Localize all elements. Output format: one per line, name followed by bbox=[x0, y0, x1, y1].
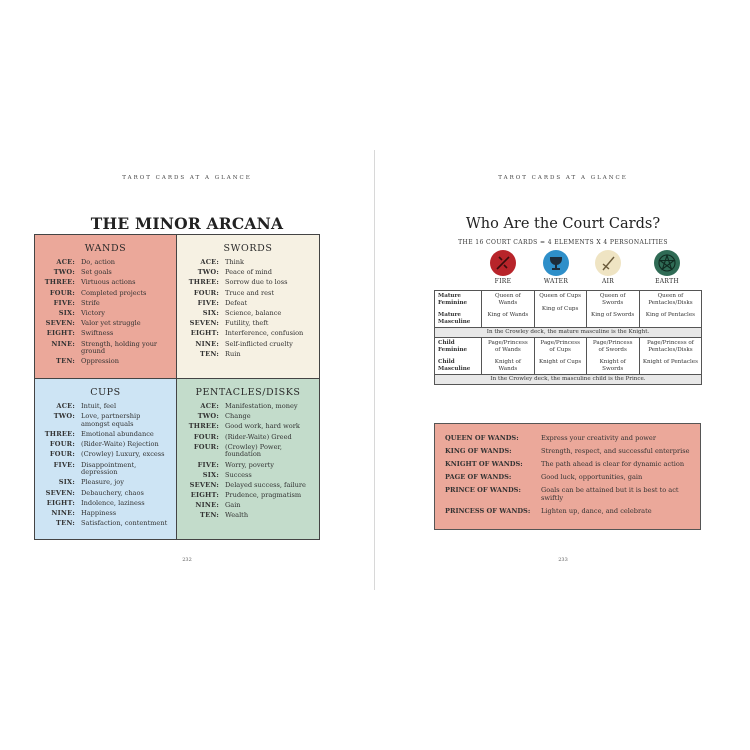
card-meaning: Love, partnership amongst equals bbox=[81, 412, 141, 428]
court-card-name: QUEEN OF WANDS: bbox=[445, 434, 519, 442]
element-label: WATER bbox=[543, 278, 569, 285]
court-card-meaning: Goals can be attained but it is best to act swiftly bbox=[541, 485, 679, 502]
suit-row bbox=[177, 512, 319, 520]
row-label: Mature Masculine bbox=[438, 312, 471, 325]
cups-quadrant bbox=[35, 379, 177, 539]
suit-row bbox=[35, 510, 176, 518]
table-row bbox=[435, 337, 702, 374]
suit-row bbox=[177, 330, 319, 338]
card-rank: SIX: bbox=[202, 470, 219, 479]
cell-text: Queen of Pentacles/Disks bbox=[648, 293, 693, 306]
suit-row bbox=[35, 431, 176, 439]
court-row bbox=[445, 474, 690, 482]
suit-row bbox=[177, 351, 319, 359]
card-meaning: Debauchery, chaos bbox=[81, 488, 144, 497]
suit-row bbox=[35, 290, 176, 298]
card-rank: SIX: bbox=[58, 478, 75, 487]
wands-court-box bbox=[434, 423, 701, 530]
suit-row bbox=[35, 462, 176, 477]
table-note: In the Crowley deck, the mature masculine is the Knight. bbox=[435, 328, 702, 338]
card-rank: NINE: bbox=[51, 339, 75, 348]
card-rank: FIVE: bbox=[53, 298, 75, 307]
card-meaning: Disappointment, depression bbox=[81, 460, 137, 477]
card-rank: TEN: bbox=[200, 511, 219, 520]
card-meaning: Wealth bbox=[225, 511, 249, 520]
fire-wand-icon bbox=[490, 250, 516, 276]
suit-row bbox=[177, 279, 319, 287]
suit-row bbox=[35, 269, 176, 277]
element-label: EARTH bbox=[655, 278, 679, 285]
card-rank: THREE: bbox=[44, 278, 75, 287]
cell-text: Queen of Swords bbox=[599, 293, 626, 306]
card-meaning: Delayed success, failure bbox=[225, 480, 306, 489]
court-row bbox=[445, 487, 690, 503]
suit-row bbox=[177, 403, 319, 411]
card-meaning: Good work, hard work bbox=[225, 422, 300, 431]
page-title: Who Are the Court Cards? bbox=[465, 216, 661, 232]
suit-row bbox=[177, 482, 319, 490]
card-rank: SIX: bbox=[202, 308, 219, 317]
card-rank: ACE: bbox=[200, 402, 219, 410]
card-meaning: Valor yet struggle bbox=[81, 319, 141, 328]
card-rank: TEN: bbox=[56, 357, 75, 366]
card-rank: SEVEN: bbox=[45, 488, 75, 497]
page-number: 232 bbox=[182, 557, 192, 563]
card-rank: SEVEN: bbox=[45, 319, 75, 328]
minor-arcana-grid bbox=[34, 234, 320, 540]
table-cell bbox=[586, 337, 639, 374]
card-meaning: Victory bbox=[81, 308, 105, 317]
card-meaning: Think bbox=[225, 258, 244, 266]
suit-rows bbox=[177, 259, 319, 361]
suit-rows bbox=[35, 259, 176, 368]
left-page bbox=[0, 0, 374, 750]
table-cell bbox=[534, 291, 586, 328]
suit-row bbox=[35, 279, 176, 287]
suit-row bbox=[177, 341, 319, 349]
card-rank: NINE: bbox=[51, 508, 75, 517]
court-card-meaning: Good luck, opportunities, gain bbox=[541, 472, 643, 481]
court-card-meaning: Lighten up, dance, and celebrate bbox=[541, 506, 652, 515]
card-meaning: Virtuous actions bbox=[81, 278, 136, 287]
card-rank: FOUR: bbox=[193, 442, 219, 451]
swords-quadrant bbox=[177, 235, 319, 379]
cell-text: King of Wands bbox=[487, 312, 529, 319]
card-meaning: Intuit, feel bbox=[81, 402, 117, 410]
card-rank: SEVEN: bbox=[189, 319, 219, 328]
row-header bbox=[435, 291, 482, 328]
suit-row bbox=[177, 502, 319, 510]
card-rank: TEN: bbox=[56, 519, 75, 528]
suit-row bbox=[35, 300, 176, 308]
card-meaning: Strength, holding your ground bbox=[81, 339, 158, 356]
court-cards-table bbox=[434, 290, 702, 385]
card-rank: FIVE: bbox=[197, 298, 219, 307]
running-head: TAROT CARDS AT A GLANCE bbox=[122, 175, 252, 181]
element-label: AIR bbox=[601, 278, 615, 285]
card-meaning: Swiftness bbox=[81, 329, 114, 338]
card-meaning: Pleasure, joy bbox=[81, 478, 124, 487]
suit-row bbox=[35, 500, 176, 508]
suit-row bbox=[35, 520, 176, 528]
suit-rows bbox=[177, 403, 319, 523]
card-rank: EIGHT: bbox=[190, 491, 219, 500]
court-card-meaning: Strength, respect, and successful enterprise bbox=[541, 446, 690, 455]
page-number: 233 bbox=[558, 557, 568, 563]
cell-text: Queen of Wands bbox=[495, 293, 521, 306]
card-rank: THREE: bbox=[44, 429, 75, 438]
suit-row bbox=[35, 330, 176, 338]
card-rank: EIGHT: bbox=[46, 498, 75, 507]
card-meaning: Prudence, pragmatism bbox=[225, 491, 302, 500]
card-meaning: Happiness bbox=[81, 508, 117, 517]
court-card-meaning: Express your creativity and power bbox=[541, 434, 656, 442]
suit-row bbox=[35, 403, 176, 411]
card-rank: THREE: bbox=[188, 422, 219, 431]
page-subtitle: THE 16 COURT CARDS = 4 ELEMENTS X 4 PERSONALITIES bbox=[458, 239, 668, 246]
card-meaning: Defeat bbox=[225, 298, 248, 307]
earth-pentacle-icon bbox=[654, 250, 680, 276]
court-row bbox=[445, 508, 690, 516]
wands-quadrant bbox=[35, 235, 177, 379]
suit-row bbox=[177, 413, 319, 421]
cell-text: Page/Princess of Swords bbox=[592, 339, 633, 353]
suit-row bbox=[35, 358, 176, 366]
card-meaning: Set goals bbox=[81, 268, 112, 277]
suit-row bbox=[35, 413, 176, 428]
card-meaning: Completed projects bbox=[81, 288, 147, 297]
table-cell bbox=[482, 291, 535, 328]
court-row bbox=[445, 435, 690, 443]
card-rank: TWO: bbox=[197, 412, 219, 421]
card-meaning: Self-inflicted cruelty bbox=[225, 339, 293, 348]
card-rank: NINE: bbox=[195, 501, 219, 510]
court-row bbox=[445, 461, 690, 469]
card-rank: SIX: bbox=[58, 308, 75, 317]
table-cell bbox=[639, 291, 701, 328]
court-row bbox=[445, 448, 690, 456]
suit-row bbox=[177, 492, 319, 500]
table-cell bbox=[534, 337, 586, 374]
suit-row bbox=[35, 259, 176, 267]
card-meaning: Sorrow due to loss bbox=[225, 278, 288, 287]
card-meaning: Ruin bbox=[225, 349, 241, 358]
cell-text: Knight of Pentacles bbox=[642, 359, 698, 366]
card-rank: FIVE: bbox=[53, 460, 75, 469]
court-card-name: PAGE OF WANDS: bbox=[445, 472, 512, 481]
suit-row bbox=[177, 423, 319, 431]
card-meaning: Strife bbox=[81, 298, 100, 307]
row-header bbox=[435, 337, 482, 374]
running-head: TAROT CARDS AT A GLANCE bbox=[498, 175, 628, 181]
card-meaning: Worry, poverty bbox=[225, 460, 274, 469]
card-rank: NINE: bbox=[195, 339, 219, 348]
table-note-row bbox=[435, 375, 702, 385]
card-meaning: Science, balance bbox=[225, 308, 282, 317]
table-note-row bbox=[435, 328, 702, 338]
cell-text: King of Pentacles bbox=[645, 312, 696, 319]
table-cell bbox=[639, 337, 701, 374]
table-note: In the Crowley deck, the masculine child is the Prince. bbox=[435, 375, 702, 385]
pentacles-quadrant bbox=[177, 379, 319, 539]
card-rank: FOUR: bbox=[193, 288, 219, 297]
card-rank: EIGHT: bbox=[46, 329, 75, 338]
card-rank: EIGHT: bbox=[190, 329, 219, 338]
card-rank: TWO: bbox=[197, 268, 219, 277]
court-card-name: KING OF WANDS: bbox=[445, 446, 512, 455]
card-rank: THREE: bbox=[188, 278, 219, 287]
card-rank: SEVEN: bbox=[189, 480, 219, 489]
suit-row bbox=[177, 472, 319, 480]
suit-row bbox=[35, 320, 176, 328]
card-meaning: Indolence, laziness bbox=[81, 498, 145, 507]
suit-row bbox=[177, 300, 319, 308]
card-meaning: (Crowley) Power, foundation bbox=[225, 442, 282, 459]
suit-row bbox=[177, 434, 319, 442]
card-rank: FOUR: bbox=[49, 440, 75, 449]
suit-title: SWORDS bbox=[223, 243, 273, 254]
element-earth bbox=[642, 250, 692, 285]
card-rank: ACE: bbox=[200, 258, 219, 266]
card-meaning: (Crowley) Luxury, excess bbox=[81, 450, 165, 459]
table-row bbox=[435, 291, 702, 328]
court-card-name: KNIGHT OF WANDS: bbox=[445, 459, 523, 468]
suit-row bbox=[35, 310, 176, 318]
element-fire bbox=[478, 250, 528, 285]
suit-row bbox=[35, 451, 176, 459]
row-label: Child Masculine bbox=[438, 359, 471, 372]
suit-title: WANDS bbox=[84, 243, 127, 254]
card-meaning: Satisfaction, contentment bbox=[81, 519, 168, 528]
element-water bbox=[531, 250, 581, 285]
air-sword-icon bbox=[595, 250, 621, 276]
suit-row bbox=[35, 341, 176, 356]
card-meaning: Do, action bbox=[81, 258, 116, 266]
cell-text: Knight of Cups bbox=[538, 359, 582, 366]
card-rank: FOUR: bbox=[49, 450, 75, 459]
card-rank: ACE: bbox=[56, 402, 75, 410]
court-card-name: PRINCESS OF WANDS: bbox=[445, 506, 531, 515]
card-meaning: Change bbox=[225, 412, 251, 421]
card-rank: FIVE: bbox=[197, 460, 219, 469]
card-rank: FOUR: bbox=[193, 432, 219, 441]
court-card-name: PRINCE OF WANDS: bbox=[445, 485, 521, 494]
book-spine bbox=[374, 150, 375, 590]
card-meaning: Manifestation, money bbox=[225, 402, 298, 410]
suit-row bbox=[35, 479, 176, 487]
suit-row bbox=[35, 441, 176, 449]
page-title: THE MINOR ARCANA bbox=[90, 214, 284, 233]
table-cell bbox=[482, 337, 535, 374]
cell-text: Page/Princess of Wands bbox=[488, 339, 528, 353]
card-meaning: Emotional abundance bbox=[81, 429, 154, 438]
cell-text: Knight of Swords bbox=[599, 359, 626, 372]
cell-text: King of Cups bbox=[541, 305, 579, 312]
card-rank: TWO: bbox=[53, 268, 75, 277]
card-rank: FOUR: bbox=[49, 288, 75, 297]
suit-row bbox=[177, 310, 319, 318]
cell-text: Page/Princess of Cups bbox=[540, 339, 580, 353]
card-meaning: Futility, theft bbox=[225, 319, 269, 328]
element-label: FIRE bbox=[494, 278, 512, 285]
court-card-meaning: The path ahead is clear for dynamic action bbox=[541, 459, 685, 468]
right-page bbox=[376, 0, 750, 750]
row-label: Mature Feminine bbox=[438, 293, 468, 306]
card-meaning: (Rider-Waite) Rejection bbox=[81, 440, 159, 449]
element-air bbox=[583, 250, 633, 285]
suit-title: PENTACLES/DISKS bbox=[195, 387, 301, 398]
card-rank: TWO: bbox=[53, 412, 75, 421]
card-meaning: Gain bbox=[225, 501, 241, 510]
suit-row bbox=[177, 290, 319, 298]
suit-row bbox=[177, 269, 319, 277]
card-meaning: Oppression bbox=[81, 357, 119, 366]
suit-row bbox=[35, 490, 176, 498]
table-cell bbox=[586, 291, 639, 328]
suit-row bbox=[177, 444, 319, 459]
card-meaning: Truce and rest bbox=[225, 288, 275, 297]
cell-text: Queen of Cups bbox=[539, 293, 582, 299]
suit-row bbox=[177, 462, 319, 470]
card-meaning: Interference, confusion bbox=[225, 329, 304, 338]
suit-row bbox=[177, 259, 319, 267]
suit-rows bbox=[35, 403, 176, 530]
cell-text: Knight of Wands bbox=[494, 359, 521, 372]
water-cup-icon bbox=[543, 250, 569, 276]
cell-text: King of Swords bbox=[591, 312, 635, 319]
suit-title: CUPS bbox=[90, 387, 121, 398]
suit-row bbox=[177, 320, 319, 328]
row-label: Child Feminine bbox=[438, 339, 468, 353]
card-meaning: Peace of mind bbox=[225, 268, 272, 277]
card-meaning: Success bbox=[225, 470, 252, 479]
cell-text: Page/Princess of Pentacles/Disks bbox=[646, 339, 694, 353]
card-meaning: (Rider-Waite) Greed bbox=[225, 432, 292, 441]
card-rank: ACE: bbox=[56, 258, 75, 266]
card-rank: TEN: bbox=[200, 349, 219, 358]
